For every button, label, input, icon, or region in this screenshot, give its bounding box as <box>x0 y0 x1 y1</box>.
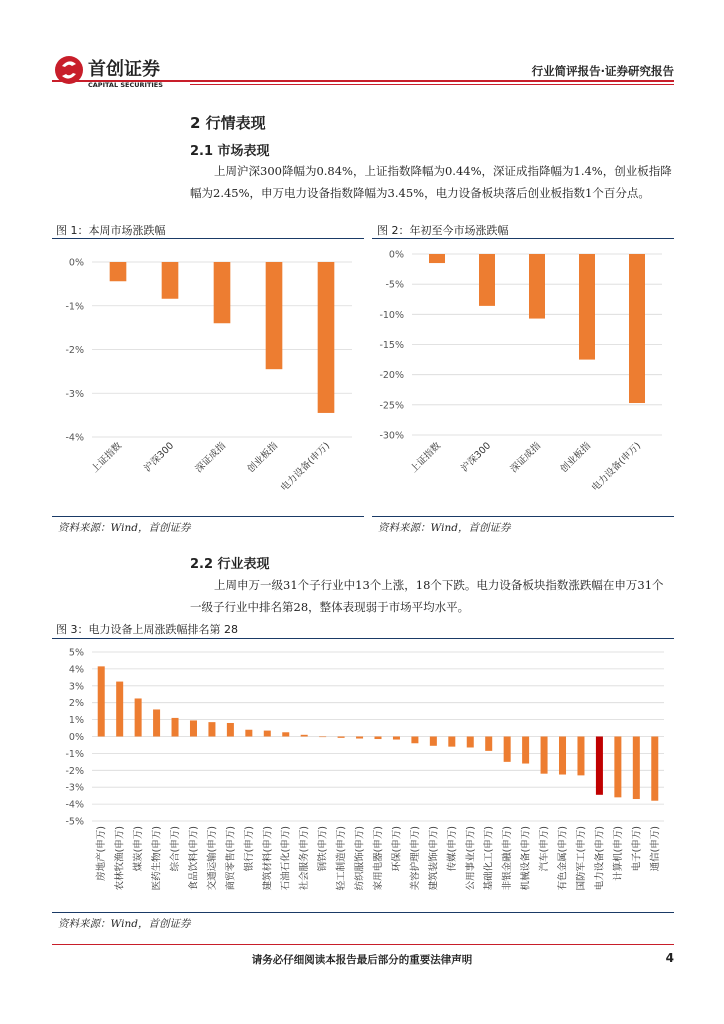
y-tick-label: -30% <box>379 430 404 442</box>
subsection-title-market: 2.1 市场表现 <box>190 144 270 159</box>
x-category-label: 传媒(申万) <box>446 826 458 872</box>
bar <box>411 737 418 744</box>
x-category-label: 综合(申万) <box>170 826 182 872</box>
y-tick-label: -4% <box>65 432 84 444</box>
x-category-label: 国防军工(申万) <box>575 826 587 891</box>
y-tick-label: -3% <box>65 782 84 794</box>
footer-rule <box>52 944 674 945</box>
y-tick-label: 0% <box>388 249 404 261</box>
bar <box>479 254 495 306</box>
x-category-label: 有色金属(申万) <box>557 826 569 891</box>
y-tick-label: -4% <box>65 799 84 811</box>
bar <box>98 666 105 736</box>
bar <box>559 737 566 775</box>
bar <box>629 254 645 403</box>
figure-1-top-rule <box>52 238 364 239</box>
y-tick-label: -1% <box>65 301 84 313</box>
figure-1-bottom-rule <box>52 516 364 517</box>
x-category-label: 汽车(申万) <box>539 826 551 872</box>
x-category-label: 公用事业(申万) <box>465 826 477 891</box>
bar <box>319 737 326 738</box>
x-category-label: 银行(申万) <box>243 826 255 872</box>
header-rule-thin <box>190 84 674 85</box>
x-category-label: 深证成指 <box>508 440 544 476</box>
logo-en-text: CAPITAL SECURITIES <box>88 81 163 89</box>
y-tick-label: -5% <box>65 816 84 828</box>
bar <box>135 698 142 736</box>
bar <box>577 737 584 776</box>
bar <box>374 737 381 740</box>
x-category-label: 创业板指 <box>245 440 281 476</box>
x-category-label: 农林牧渔(申万) <box>114 826 126 891</box>
bar <box>245 730 252 737</box>
bar <box>162 262 179 299</box>
x-category-label: 上证指数 <box>408 440 444 476</box>
x-category-label: 上证指数 <box>89 440 125 476</box>
chart-industry-weekly-change <box>52 642 674 910</box>
x-category-label: 房地产(申万) <box>96 826 108 881</box>
y-tick-label: -10% <box>379 309 404 321</box>
bar <box>393 737 400 740</box>
y-tick-label: 3% <box>68 681 84 693</box>
y-tick-label: -2% <box>65 765 84 777</box>
subsection-title-industry: 2.2 行业表现 <box>190 557 270 572</box>
bar <box>264 731 271 737</box>
x-category-label: 机械设备(申万) <box>520 826 532 891</box>
x-category-label: 医药生物(申万) <box>151 826 163 891</box>
bar <box>301 735 308 737</box>
x-category-label: 建筑装饰(申万) <box>428 826 440 891</box>
section-title: 2 行情表现 <box>190 114 266 132</box>
x-category-label: 社会服务(申万) <box>299 826 311 891</box>
bar <box>318 262 335 413</box>
x-category-label: 美容护理(申万) <box>409 826 421 891</box>
bar <box>579 254 595 360</box>
x-category-label: 深证成指 <box>193 440 229 476</box>
x-category-label: 电子(申万) <box>631 826 643 872</box>
chart-ytd-market-change <box>372 242 674 514</box>
figure-2-bottom-rule <box>372 516 674 517</box>
company-logo <box>52 54 192 92</box>
x-category-label: 煤炭(申万) <box>133 826 145 872</box>
y-tick-label: 1% <box>68 715 84 727</box>
x-category-label: 沪深300 <box>142 440 177 475</box>
x-category-label: 环保(申万) <box>391 826 403 872</box>
y-tick-label: -20% <box>379 370 404 382</box>
y-tick-label: -1% <box>65 748 84 760</box>
bar <box>214 262 231 323</box>
bar <box>651 737 658 801</box>
page-number: 4 <box>665 951 674 965</box>
x-category-label: 家用电器(申万) <box>373 826 384 891</box>
x-category-label: 交通运输(申万) <box>206 826 218 891</box>
x-category-label: 非银金融(申万) <box>502 826 514 891</box>
bar <box>110 262 127 281</box>
bar <box>504 737 511 762</box>
industry-paragraph: 上周申万一级31个子行业中13个上涨，18个下跌。电力设备板块指数涨跌幅在申万31个一级子行业中排名第28，整体表现弱于市场平均水平。 <box>190 578 664 614</box>
x-category-label: 建筑材料(申万) <box>262 826 274 891</box>
bar <box>614 737 621 798</box>
bar <box>448 737 455 747</box>
figure-2-source: 资料来源：Wind，首创证券 <box>378 522 511 534</box>
bar <box>282 732 289 736</box>
figure-1-source: 资料来源：Wind，首创证券 <box>58 522 191 534</box>
footer-disclaimer: 请务必仔细阅读本报告最后部分的重要法律声明 <box>251 954 473 966</box>
y-tick-label: 0% <box>68 732 84 743</box>
bar <box>356 737 363 739</box>
y-tick-label: 0% <box>68 257 84 269</box>
y-tick-label: -25% <box>379 400 404 412</box>
logo-cn-text: 首创证券 <box>88 59 160 80</box>
bar <box>633 737 640 800</box>
bar <box>153 709 160 736</box>
x-category-label: 食品饮料(申万) <box>188 826 200 891</box>
y-tick-label: 2% <box>68 698 84 710</box>
bar <box>190 720 197 736</box>
x-category-label: 计算机(申万) <box>612 826 624 881</box>
report-type: 行业简评报告·证券研究报告 <box>531 64 674 78</box>
figure-2-top-rule <box>372 238 674 239</box>
figure-1-title: 图 1：本周市场涨跌幅 <box>56 224 166 237</box>
bar <box>485 737 492 751</box>
bar <box>429 254 445 263</box>
x-category-label: 沪深300 <box>459 440 494 475</box>
bar <box>522 737 529 764</box>
bar <box>116 682 123 737</box>
y-tick-label: -15% <box>379 340 404 351</box>
bar <box>596 737 603 795</box>
y-tick-label: 4% <box>68 664 84 676</box>
x-category-label: 通信(申万) <box>649 826 661 872</box>
chart-weekly-market-change <box>52 242 364 514</box>
x-category-label: 纺织服饰(申万) <box>354 826 366 891</box>
bar <box>430 737 437 746</box>
y-tick-label: -5% <box>385 279 404 291</box>
x-category-label: 创业板指 <box>558 440 594 476</box>
figure-3-title: 图 3：电力设备上周涨跌幅排名第 28 <box>56 623 238 636</box>
x-category-label: 电力设备(申万) <box>594 826 606 891</box>
bar <box>467 737 474 748</box>
y-tick-label: -3% <box>65 388 84 400</box>
figure-2-title: 图 2：年初至今市场涨跌幅 <box>377 224 509 237</box>
figure-3-source: 资料来源：Wind，首创证券 <box>58 918 191 930</box>
bar <box>266 262 283 369</box>
x-category-label: 电力设备(申万) <box>278 440 333 494</box>
market-paragraph: 上周沪深300降幅为0.84%，上证指数降幅为0.44%，深证成指降幅为1.4%，创业板指降幅为2.45%，申万电力设备指数降幅为3.45%，电力设备板块落后创业板指数1个百分点。 <box>190 164 672 200</box>
x-category-label: 石油石化(申万) <box>280 826 292 891</box>
x-category-label: 轻工制造(申万) <box>336 826 348 891</box>
figure-3-bottom-rule <box>52 912 674 913</box>
bar <box>172 718 179 737</box>
x-category-label: 商贸零售(申万) <box>225 826 237 891</box>
figure-3-top-rule <box>52 638 674 639</box>
y-tick-label: 5% <box>68 647 84 659</box>
bar <box>529 254 545 319</box>
x-category-label: 基础化工(申万) <box>483 826 495 891</box>
y-tick-label: -2% <box>65 345 84 356</box>
bar <box>227 723 234 737</box>
x-category-label: 电力设备(申万) <box>589 440 644 494</box>
bar <box>541 737 548 774</box>
x-category-label: 钢铁(申万) <box>317 826 329 872</box>
bar <box>338 737 345 738</box>
header-rule <box>52 80 674 82</box>
bar <box>208 722 215 736</box>
